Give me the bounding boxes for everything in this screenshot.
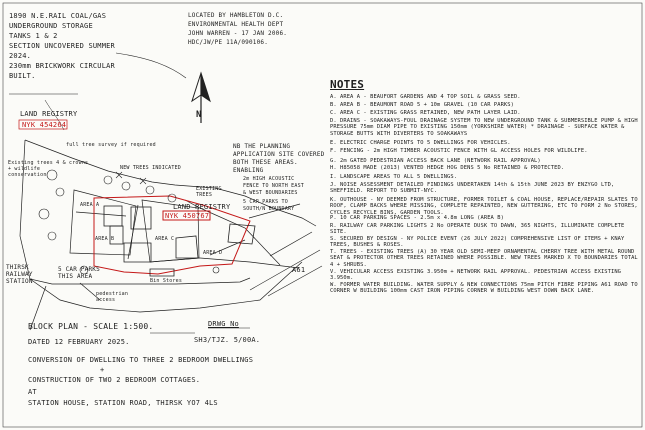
header-line-1: 1890 N.E.RAIL COAL/GAS: [9, 12, 107, 20]
bin-store-label: Bin Stores: [150, 278, 183, 284]
note-text: AREA A - BEAUFORT GARDENS AND 4 TOP SOIL & GRASS SEED.: [340, 94, 521, 100]
planning-line-9: SOUTH/N BOUNDARY: [243, 206, 295, 212]
planning-line-2: APPLICATION SITE COVERED: [233, 151, 325, 158]
description-plus: +: [100, 366, 105, 374]
header-line-5: 2024.: [9, 52, 32, 60]
located-line-1: LOCATED BY HAMBLETON D.C.: [188, 12, 284, 19]
header-line-6: 230mm BRICKWORK CIRCULAR: [9, 62, 115, 70]
header-line-3: TANKS 1 & 2: [9, 32, 58, 40]
description-line-2: CONSTRUCTION OF TWO 2 BEDROOM COTTAGES.: [28, 376, 201, 384]
planning-line-5: 2m HIGH ACOUSTIC: [243, 176, 295, 182]
land-registry-right-label: LAND REGISTRY: [173, 203, 231, 211]
note-key: C.: [330, 110, 337, 116]
header-line-7: BUILT.: [9, 72, 36, 80]
note-item: [330, 165, 640, 171]
address: STATION HOUSE, STATION ROAD, THIRSK YO7 4LS: [28, 399, 218, 407]
planning-line-8: 5 CAR PARKS TO: [243, 199, 288, 205]
header-line-4: SECTION UNCOVERED SUMMER: [9, 42, 115, 50]
road-label: A61: [292, 266, 306, 274]
road-a61: [250, 250, 322, 296]
located-line-3: JOHN WARREN - 17 JAN 2006.: [188, 30, 288, 37]
planning-line-1: NB THE PLANNING: [233, 143, 291, 150]
land-registry-right-ref: NYK 450767: [165, 212, 210, 220]
description-at: AT: [28, 388, 37, 396]
trees-note: TREES: [196, 192, 213, 198]
note-item: [330, 282, 640, 295]
note-key: S.: [330, 236, 337, 242]
note-item: [330, 236, 640, 249]
tree-survey-note: full tree survey if required: [66, 142, 156, 148]
planning-line-7: & WEST BOUNDARIES: [243, 190, 298, 196]
note-key: V.: [330, 269, 337, 275]
note-text: ELECTRIC CHARGE POINTS TO 5 DWELLINGS FOR VEHICLES.: [340, 140, 511, 146]
note-item: [330, 182, 640, 195]
note-text: RAILWAY CAR PARKING LIGHTS 2 No OPERATE DUSK TO DAWN, 365 NIGHTS, ILLUMINATE COMPLETE SITE.: [330, 223, 625, 236]
planning-line-6: FENCE TO NORTH EAST: [243, 183, 304, 189]
note-item: [330, 158, 640, 164]
area-b-label: AREA B: [95, 236, 115, 242]
note-key: P.: [330, 215, 337, 221]
note-item: [330, 102, 640, 108]
leader-line: [116, 53, 186, 78]
note-item: [330, 94, 640, 100]
area-d-label: AREA D: [203, 250, 223, 256]
annotation-left: Existing trees 4 & crowns + wildlife conservation: [8, 160, 89, 178]
car-parks-label: 5 CAR PARKS THIS AREA: [58, 266, 100, 280]
thirsk-station-label: THIRSK RAILWAY STATION: [6, 264, 33, 285]
note-key: R.: [330, 223, 337, 229]
drwg-no: SH3/TJZ. 5/00A.: [194, 336, 261, 344]
land-registry-left-label: LAND REGISTRY: [20, 110, 78, 118]
note-text: LANDSCAPE AREAS TO ALL 5 DWELLINGS.: [340, 174, 458, 180]
note-item: [330, 140, 640, 146]
note-key: J.: [330, 182, 337, 188]
note-text: NOISE ASSESSMENT DETAILED FINDINGS UNDERTAKEN 14th & 15th JUNE 2023 BY ENZYGO LTD, SHEFFIELD. REPORT TO SUBMIT-NYC.: [330, 182, 615, 195]
note-key: G.: [330, 158, 337, 164]
access-label: access: [96, 297, 116, 303]
note-text: 10 CAR PARKING SPACES - 2.5m x 4.8m LONG (AREA B): [340, 215, 504, 221]
building-4: [124, 243, 151, 262]
note-item: [330, 118, 640, 137]
pedestrian-label: pedestrian: [96, 291, 129, 297]
note-text: FENCING - 2m HIGH TIMBER ACOUSTIC FENCE WITH GL ACCESS HOLES FOR WILDLIFE.: [340, 148, 588, 154]
note-item: [330, 148, 640, 154]
area-a-label: AREA A: [80, 202, 100, 208]
note-item: [330, 269, 640, 282]
existing-note: EXISTING: [196, 186, 222, 192]
note-text: H85058 MADE (2013) VENTED HEDGE HOG DENS 5 No RETAINED & PROTECTED.: [340, 165, 565, 171]
note-key: B.: [330, 102, 337, 108]
note-text: TREES - EXISTING TREES (A) 30 YEAR OLD SEMI-MEEP ORNAMENTAL CHERRY TREE WITH METAL ROUND SEAT & PROTECTOR OTHER TREES RETAINED WHERE POSSIBLE. NEW TREES MARKED X TO BOUNDARIES TOTAL 4 + SHRUBS.: [330, 249, 638, 268]
note-item: [330, 215, 640, 221]
note-key: F.: [330, 148, 337, 154]
building-1: [104, 206, 122, 226]
note-key: A.: [330, 94, 337, 100]
note-text: OUTHOUSE - NY DEEMED FROM STRUCTURE, FORMER TOILET & COAL HOUSE, REPLACE/REPAIR SLATES TO ROOF, CLAMP BACKS WHERE MISSING, COMPLETE REPAINTED, NEW GUTTERING, ETC TO FORM 2 No STORES, CYCLES RECYCLE BINS, GARDEN TOOLS.: [330, 197, 638, 216]
header-line-2: UNDERGROUND STORAGE: [9, 22, 93, 30]
note-text: DRAINS - SOAKAWAYS-FOUL DRAINAGE SYSTEM TO NEW UNDERGROUND TANK & SUBMERSIBLE PUMP & HIGH PRESSURE 75mm DIAM PIPE TO EXISTING 150mm (YORKSHIRE WATER) * DRAINAGE - SURFACE WATER & STORAGE BUTTS WITH DIVERTERS TO SOAKAWAYS: [330, 118, 638, 137]
dated: DATED 12 FEBRUARY 2025.: [28, 338, 130, 346]
drwg-label: DRWG No: [208, 320, 239, 328]
note-item: [330, 249, 640, 268]
located-line-4: HDC/JW/PE 11A/090106.: [188, 39, 269, 46]
bin-store: [150, 269, 174, 276]
new-trees-note: NEW TREES INDICATED: [120, 165, 181, 171]
note-key: H.: [330, 165, 337, 171]
note-key: K.: [330, 197, 337, 203]
block-plan-scale: BLOCK PLAN - SCALE 1:500.: [28, 322, 154, 331]
north-label: N: [196, 110, 202, 120]
located-line-2: ENVIRONMENTAL HEALTH DEPT: [188, 21, 284, 28]
note-text: SECURED BY DESIGN - NY POLICE EVENT (26 JULY 2022) COMPREHENSIVE LIST OF ITEMS + KNAY TREES, BUSHES & ROSES.: [330, 236, 625, 249]
note-item: [330, 174, 640, 180]
note-key: T.: [330, 249, 337, 255]
planning-line-4: ENABLING: [233, 167, 264, 174]
planning-line-3: BOTH THESE AREAS.: [233, 159, 298, 166]
note-text: FORMER WATER BUILDING. WATER SUPPLY & NEW CONNECTIONS 75mm PITCH FIBRE PIPING A61 ROAD TO CORNER W BUILDING 100mm CAST IRON PIPING CORNER W BUILDING WEST DOWN BACK LANE.: [330, 282, 638, 295]
note-key: D.: [330, 118, 337, 124]
note-key: I.: [330, 174, 337, 180]
note-key: E.: [330, 140, 337, 146]
note-text: AREA B - BEAUMONT ROAD 5 + 10m GRAVEL (10 CAR PARKS): [340, 102, 514, 108]
note-text: AREA C - EXISTING GRASS RETAINED, NEW PATH LAYER LAID.: [340, 110, 521, 116]
note-item: [330, 197, 640, 216]
note-text: VEHICULAR ACCESS EXISTING 3.950m + NETWORK RAIL APPROVAL. PEDESTRIAN ACCESS EXISTING 3.950m.: [330, 269, 622, 282]
area-c-label: AREA C: [155, 236, 175, 242]
building-5: [176, 236, 198, 258]
note-key: W.: [330, 282, 337, 288]
note-text: 2m GATED PEDESTRIAN ACCESS BACK LANE (NETWORK RAIL APPROVAL): [340, 158, 541, 164]
notes-title: NOTES: [330, 78, 365, 91]
description-line-1: CONVERSION OF DWELLING TO THREE 2 BEDROOM DWELLINGS: [28, 356, 254, 364]
land-registry-left-ref: NYK 454264: [22, 121, 67, 129]
note-item: [330, 110, 640, 116]
note-item: [330, 223, 640, 236]
